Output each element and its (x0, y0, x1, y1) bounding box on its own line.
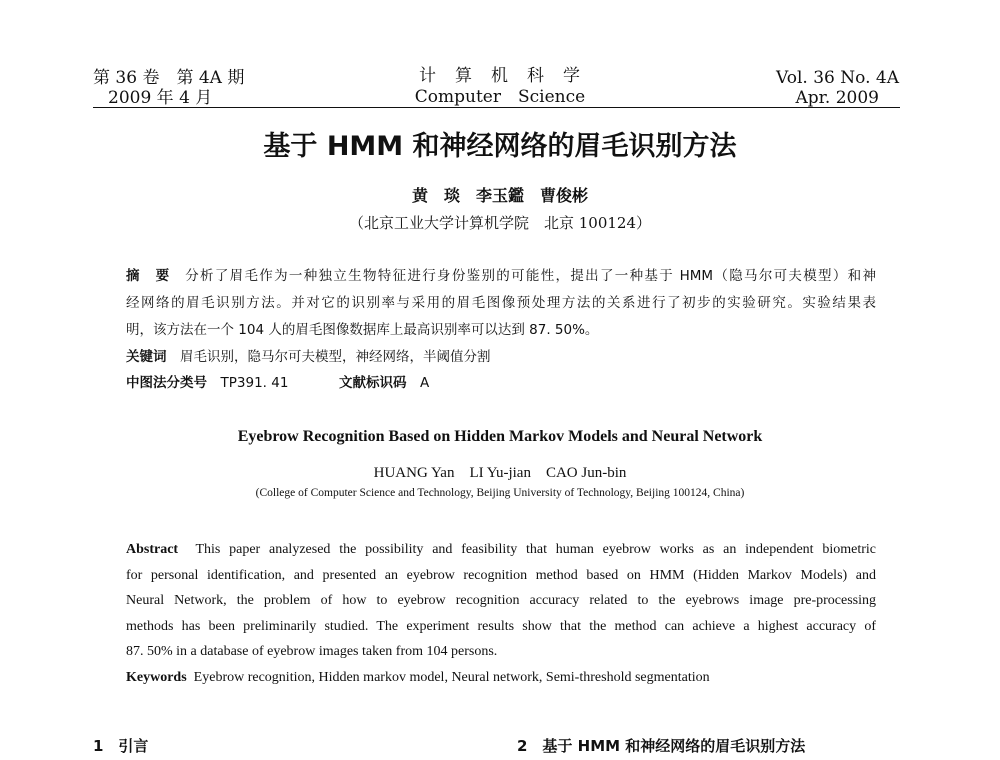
publication-date-zh: 2009 年 4 月 (108, 88, 213, 108)
abstract-en-line: Neural Network, the problem of how to eyebrow recognition accuracy related to the eyebrows image pre-processing (126, 593, 876, 608)
abstract-en-label: Abstract (126, 542, 179, 557)
abstract-zh-label: 摘 要 (126, 268, 171, 284)
abstract-en-line: 87. 50% in a database of eyebrow images taken from 104 persons. (126, 644, 498, 659)
keywords-en (126, 670, 710, 686)
keywords-en-text: Eyebrow recognition, Hidden markov model, Neural network, Semi-threshold segmentation (193, 670, 710, 685)
keywords-zh-label: 关键词 (126, 349, 167, 365)
clc-value: TP391. 41 (220, 375, 289, 391)
paper-title-zh: 基于 HMM 和神经网络的眉毛识别方法 (263, 131, 737, 162)
classification-line (126, 370, 429, 397)
abstract-en-line: Abstract This paper analyzesed the possibility and feasibility that human eyebrow works as an independent biometric (126, 542, 876, 557)
affiliation-en: (College of Computer Science and Technology, Beijing University of Technology, Beijing 100124, China) (255, 487, 745, 499)
journal-name-en: Computer Science (414, 87, 586, 107)
paper-title-en: Eyebrow Recognition Based on Hidden Markov Models and Neural Network (237, 428, 763, 445)
journal-name-zh: 计 算 机 科 学 (419, 66, 581, 86)
affiliation-zh: （北京工业大学计算机学院 北京 100124） (348, 214, 652, 232)
abstract-en-line: methods has been preliminarily studied. The experiment results show that the method can achieve a highest accuracy of (126, 618, 876, 634)
publication-date-en: Apr. 2009 (795, 88, 879, 108)
authors-zh: 黄 琰 李玉鑑 曹俊彬 (411, 186, 588, 205)
section-heading-2: 2 基于 HMM 和神经网络的眉毛识别方法 (517, 737, 806, 755)
abstract-zh-line: 经网络的眉毛识别方法。并对它的识别率与采用的眉毛图像预处理方法的关系进行了初步的实验研究。实验结果表 (126, 295, 876, 311)
volume-en: Vol. 36 No. 4A (776, 68, 899, 88)
header-rule (93, 107, 900, 108)
abstract-en-line: for personal identification, and presented an eyebrow recognition method based on HMM (Hidden Markov Models) and (126, 567, 876, 583)
clc-label: 中图法分类号 (126, 375, 207, 391)
abstract-zh-line: 明，该方法在一个 104 人的眉毛图像数据库上最高识别率可以达到 87. 50%。 (126, 322, 599, 338)
abstract-zh-line: 摘 要 分析了眉毛作为一种独立生物特征进行身份鉴别的可能性，提出了一种基于 HMM（隐马尔可夫模型）和神 (126, 268, 876, 284)
doc-code-value: A (420, 375, 430, 391)
keywords-zh (126, 344, 491, 371)
abstract-en (126, 537, 876, 665)
doc-code-label: 文献标识码 (339, 375, 407, 391)
keywords-zh-text: 眉毛识别，隐马尔可夫模型，神经网络，半阈值分割 (180, 349, 491, 365)
authors-en: HUANG Yan LI Yu-jian CAO Jun-bin (373, 465, 627, 481)
abstract-zh (126, 263, 876, 344)
section-heading-1: 1 引言 (93, 737, 149, 755)
volume-issue: 第 36 卷 第 4A 期 (93, 68, 245, 88)
keywords-en-label: Keywords (126, 670, 187, 685)
